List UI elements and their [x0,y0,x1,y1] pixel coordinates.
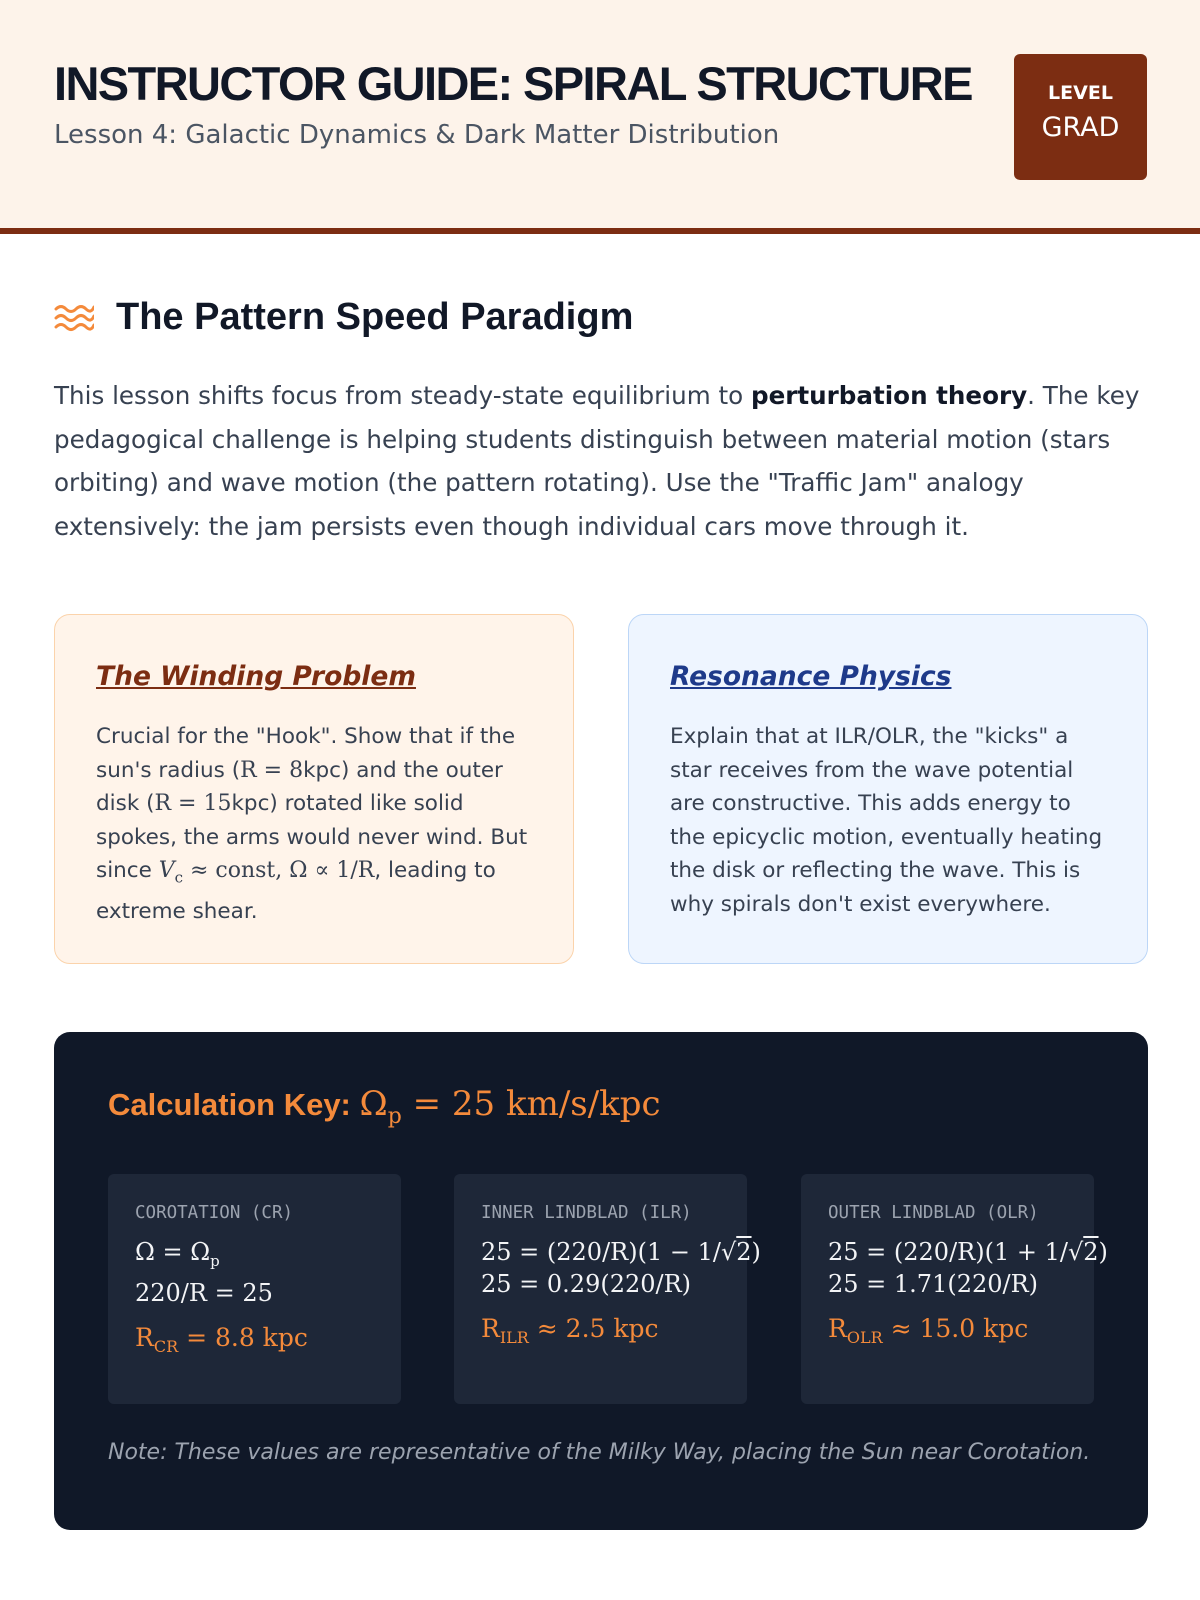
eq-part: 25 = (220/R)(1 − 1/√ [481,1238,737,1266]
winding-problem-body [96,720,533,928]
inner-lindblad-box [454,1174,761,1404]
page-subtitle: Lesson 4: Galactic Dynamics & Dark Matter Distribution [54,120,780,150]
result-subscript: OLR [846,1328,883,1347]
outer-lindblad-box [801,1174,1108,1404]
level-badge [1014,54,1147,180]
intro-text-start: This lesson shifts focus from steady-state equilibrium to [54,381,751,410]
resonance-equation-1 [481,1236,761,1268]
eq-part-end: ) [1098,1238,1108,1266]
intro-emphasis: perturbation theory [750,381,1028,410]
winding-problem-title: The Winding Problem [96,661,416,692]
calculation-key-label: Calculation Key: [108,1087,360,1122]
pattern-speed-subscript: p [387,1103,402,1129]
eq-part: 25 = (220/R)(1 + 1/√ [828,1238,1084,1266]
intro-paragraph [54,374,1154,548]
page-header [0,0,1200,234]
result-symbol: R [828,1314,847,1343]
resonance-physics-body: Explain that at ILR/OLR, the "kicks" a star receives from the wave potential are constructive. This adds energy to the epicyclic motion, eventually heating the disk or reflecting the wave. This is why spirals don't exist everywhere. [670,724,1103,917]
resonance-physics-title: Resonance Physics [670,661,952,692]
resonance-equation-2: 25 = 0.29(220/R) [481,1270,692,1298]
pattern-speed-symbol: Ω [359,1084,388,1124]
winding-text-4: , leading to extreme shear. [96,858,496,924]
resonance-result [481,1314,747,1347]
result-symbol: R [135,1322,154,1352]
page-title: INSTRUCTOR GUIDE: SPIRAL STRUCTURE [54,57,972,110]
eq-subscript: p [210,1251,220,1270]
resonance-label: INNER LINDBLAD (ILR) [481,1203,692,1223]
pattern-speed-value: = 25 km/s/kpc [401,1084,661,1124]
winding-math-3-var: V [158,858,175,883]
winding-text-2: kpc) and the outer disk ( [96,757,503,816]
waves-icon [54,302,94,334]
calculation-key-heading [108,1084,661,1129]
section-title: The Pattern Speed Paradigm [116,296,634,338]
winding-math-1: R = 8 [240,757,304,783]
intro-text-end: . The key pedagogical challenge is helping students distinguish between material motion (stars orbiting) and wave motion (the pattern rotating). Use the "Traffic Jam" analogy extensively: the jam persists even though individual cars move through it. [54,381,1140,541]
winding-text-1: Crucial for the "Hook". Show that if the sun's radius ( [96,724,516,783]
winding-problem-card [54,614,574,964]
section-heading [54,296,633,339]
winding-math-3 [158,858,375,887]
resonance-equation-2: 25 = 1.71(220/R) [828,1270,1039,1298]
calculation-key-panel [54,1032,1148,1530]
result-subscript: ILR [499,1328,529,1347]
eq-root: 2 [736,1238,752,1266]
level-value: GRAD [1041,112,1120,143]
result-value: ≈ 2.5 kpc [528,1314,659,1343]
winding-text-3: kpc) rotated like solid spokes, the arms would never wind. But since [96,791,528,883]
winding-math-3-sub: c [174,868,183,887]
eq-part: Ω = Ω [135,1238,211,1266]
winding-math-3-rest: ≈ const, Ω ∝ 1/R [182,858,375,883]
resonance-equation-1 [828,1236,1108,1268]
resonance-equation-1 [135,1236,401,1277]
result-value: = 8.8 kpc [178,1322,308,1352]
winding-math-2: R = 15 [154,791,232,816]
resonance-label: OUTER LINDBLAD (OLR) [828,1203,1039,1223]
resonance-label: COROTATION (CR) [135,1203,294,1223]
resonance-equation-2: 220/R = 25 [135,1278,273,1307]
resonance-result [828,1314,1094,1347]
pattern-speed-equation [359,1084,661,1129]
result-symbol: R [481,1314,500,1343]
eq-part-end: ) [751,1238,761,1266]
eq-root: 2 [1083,1238,1099,1266]
corotation-box [108,1174,401,1404]
resonance-physics-card [628,614,1148,964]
result-value: ≈ 15.0 kpc [882,1314,1029,1343]
level-label: LEVEL [1048,82,1113,104]
calculation-note: Note: These values are representative of the Milky Way, placing the Sun near Corotation. [108,1440,1091,1465]
resonance-result [135,1323,401,1356]
result-subscript: CR [153,1336,179,1356]
